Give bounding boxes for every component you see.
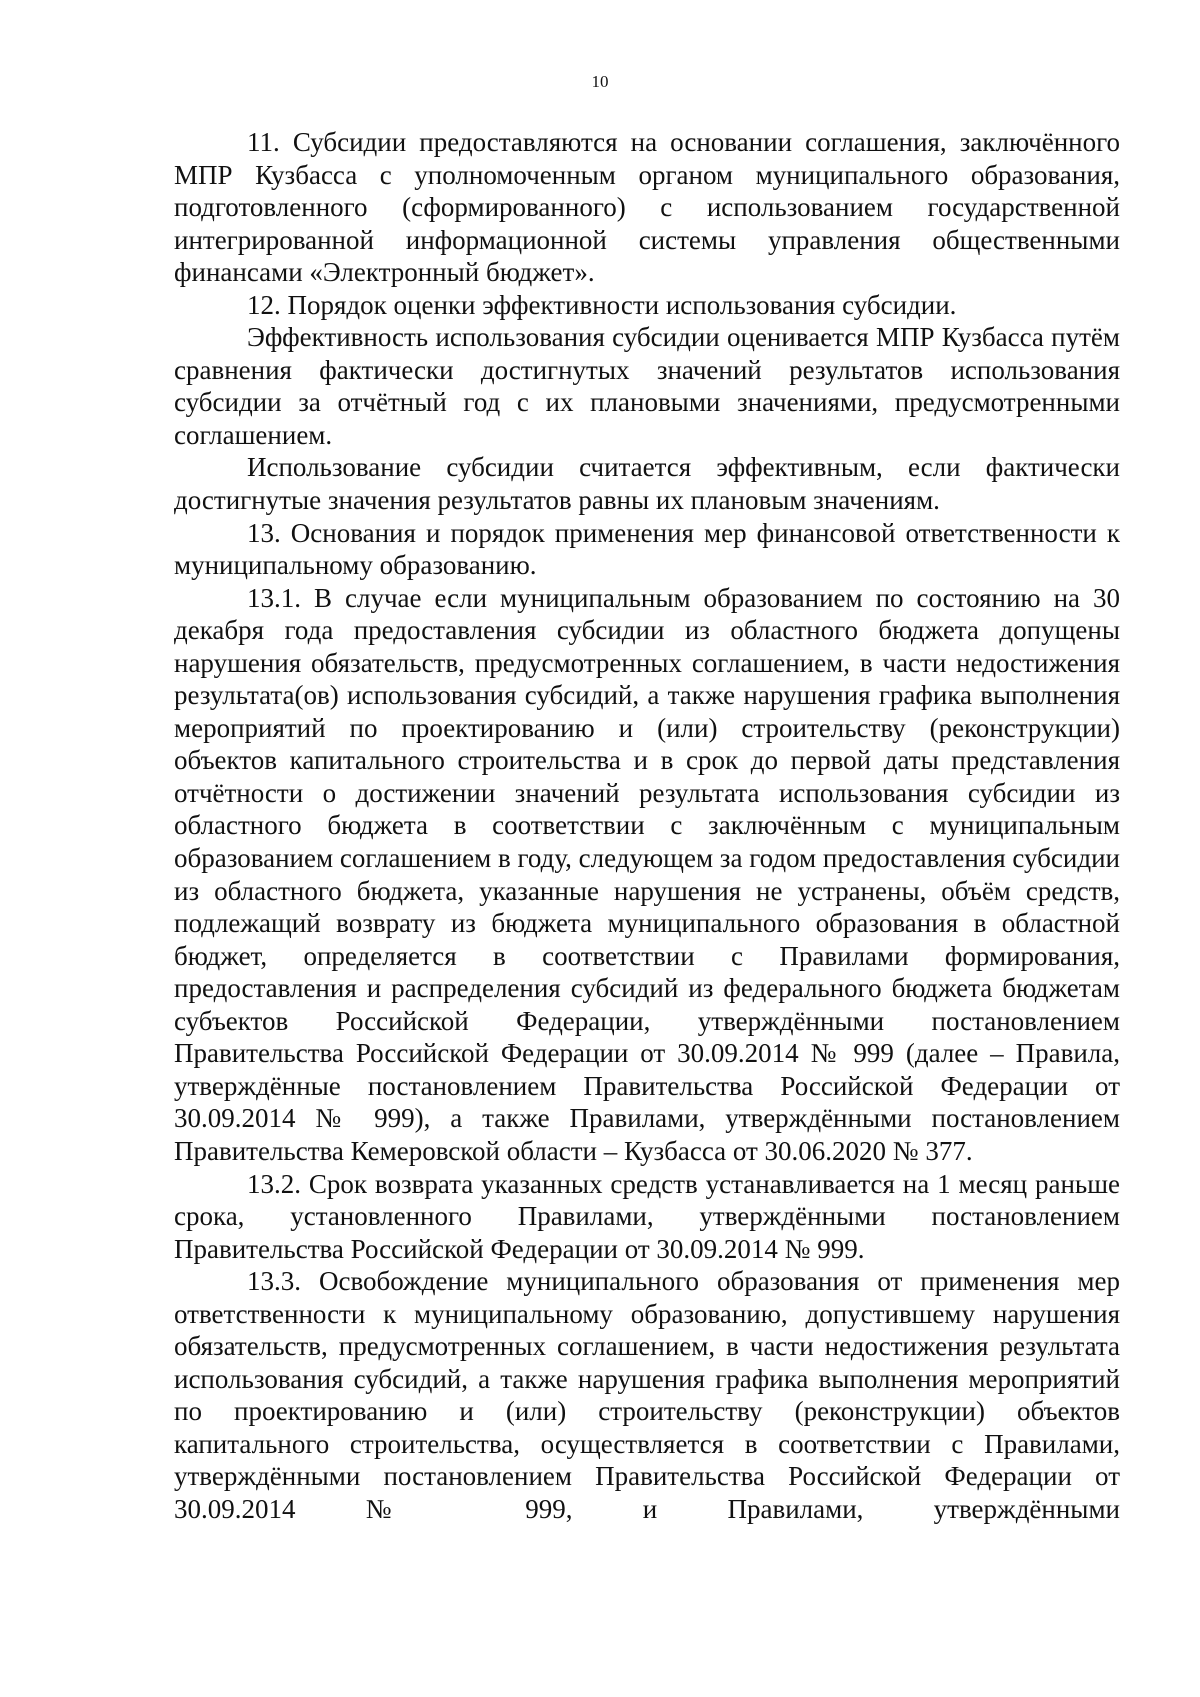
paragraph-12-heading: 12. Порядок оценки эффективности использования субсидии. (247, 289, 957, 320)
paragraph-13-1: 13.1. В случае если муниципальным образованием по состоянию на 30 декабря года предоставления субсидии из областного бюджета допущены нарушения обязательств, предусмотренных соглашением, в части недостижения результата(ов) использования субсидий, а также нарушения графика выполнения мероприятий по проектированию и (или) строительству (реконструкции) объектов капитального строительства и в срок до первой даты представления отчётности о достижении значений результата использования субсидии из областного бюджета в соответствии с заключённым с муниципальным образованием соглашением в году, следующем за годом предоставления субсидии из областного бюджета, указанные нарушения не устранены, объём средств, подлежащий возврату из бюджета муниципального образования в областной бюджет, определяется в соответствии с Правилами формирования, предоставления и распределения субсидий из федерального бюджета бюджетам субъектов Российской Федерации, утверждёнными постановлением Правительства Российской Федерации от 30.09.2014 № 999 (далее – Правила, утверждённые постановлением Правительства Российской Федерации от 30.09.2014 № 999), а также Правилами, утверждёнными постановлением Правительства Кемеровской области – Кузбасса от 30.06.2020 № 377. (174, 582, 1120, 1166)
paragraph-11-agreement: 11. Субсидии предоставляются на основании соглашения, заключённого МПР Кузбасса с уполномоченным органом муниципального образования, подготовленного (сформированного) с использованием государственной интегрированной информационной системы управления общественными финансами «Электронный бюджет». (174, 127, 1120, 288)
paragraph-12-effective: Использование субсидии считается эффективным, если фактически достигнутые значения результатов равны их плановым значениям. (174, 452, 1120, 516)
document-body (174, 126, 1120, 1526)
paragraph-13-heading: 13. Основания и порядок применения мер финансовой ответственности к муниципальному образованию. (174, 517, 1120, 581)
paragraph-13-2: 13.2. Срок возврата указанных средств устанавливается на 1 месяц раньше срока, установленного Правилами, утверждёнными постановлением Правительства Российской Федерации от 30.09.2014 № 999. (174, 1168, 1120, 1264)
paragraph-12-evaluation: Эффективность использования субсидии оценивается МПР Кузбасса путём сравнения фактически достигнутых значений результатов использования субсидии за отчётный год с их плановыми значениями, предусмотренными соглашением. (174, 322, 1120, 450)
paragraph-13-3: 13.3. Освобождение муниципального образования от применения мер ответственности к муниципальному образованию, допустившему нарушения обязательств, предусмотренных соглашением, в части недостижения результата использования субсидий, а также нарушения графика выполнения мероприятий по проектированию и (или) строительству (реконструкции) объектов капитального строительства, осуществляется в соответствии с Правилами, утверждёнными постановлением Правительства Российской Федерации от 30.09.2014 № 999, и Правилами, утверждёнными (174, 1266, 1120, 1524)
page-number: 10 (591, 72, 609, 91)
